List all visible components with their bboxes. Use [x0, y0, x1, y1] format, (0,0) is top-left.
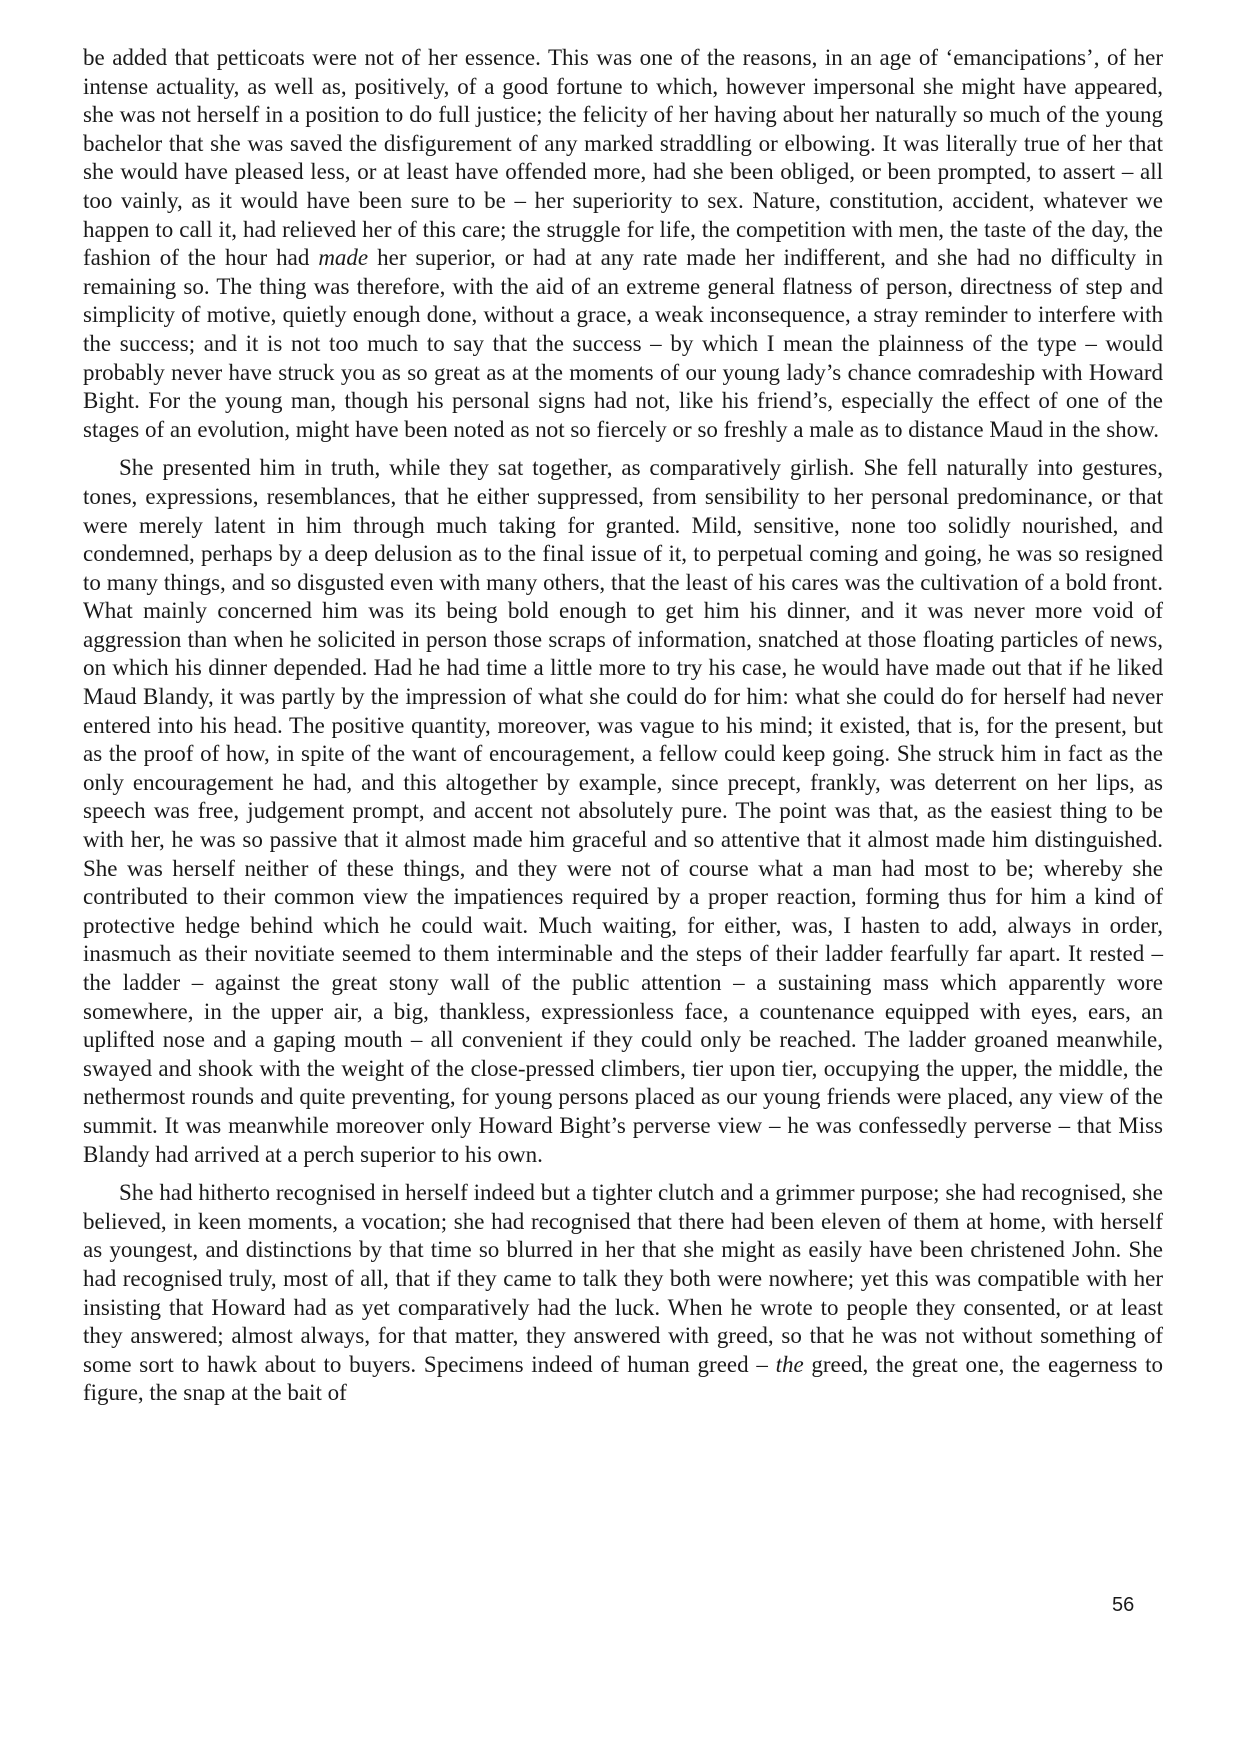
paragraph-1 [83, 44, 1163, 444]
paragraph-2 [83, 454, 1163, 1169]
paragraph-1-text-a: be added that petticoats were not of her essence. This was one of the reasons, in an age of ‘emancipations’, of her intense actuality, as well as, positively, of a good fortune to which, however impersonal she might have appeared, she was not herself in a position to do full justice; the felicity of her having about her naturally so much of the young bachelor that she was saved the disfigurement of any marked straddling or elbowing. It was literally true of her that she would have pleased less, or at least have offended more, had she been obliged, or been prompted, to assert – all too vainly, as it would have been sure to be – her superiority to sex. Nature, constitution, accident, whatever we happen to call it, had relieved her of this care; the struggle for life, the competition with men, the taste of the day, the fashion of the hour had [83, 45, 1163, 271]
paragraph-3-text-b: greed, the great one, the eagerness to figure, the snap at the bait of [83, 1351, 1163, 1406]
paragraph-3-text-a: She had hitherto recognised in herself indeed but a tighter clutch and a grimmer purpose; she had recognised, she believed, in keen moments, a vocation; she had recognised that there had been eleven of them at home, with herself as youngest, and distinctions by that time so blurred in her that she might as easily have been christened John. She had recognised truly, most of all, that if they came to talk they both were nowhere; yet this was compatible with her insisting that Howard had as yet comparatively had the luck. When he wrote to people they consented, or at least they answered; almost always, for that matter, they answered with greed, so that he was not without something of some sort to hawk about to buyers. Specimens indeed of human greed – [83, 1180, 1163, 1377]
paragraph-1-text-b: her superior, or had at any rate made her indifferent, and she had no difficulty in remaining so. The thing was therefore, with the aid of an extreme general flatness of person, directness of step and simplicity of motive, quietly enough done, without a grace, a weak inconsequence, a stray reminder to interfere with the success; and it is not too much to say that the success – by which I mean the plainness of the type – would probably never have struck you as so great as at the moments of our young lady’s chance comradeship with Howard Bight. For the young man, though his personal signs had not, like his friend’s, especially the effect of one of the stages of an evolution, might have been noted as not so fiercely or so freshly a male as to distance Maud in the show. [83, 245, 1163, 442]
paragraph-3-italic-the: the [775, 1351, 804, 1377]
page-body [83, 44, 1163, 1418]
paragraph-2-text: She presented him in truth, while they sat together, as comparatively girlish. She fell naturally into gestures, tones, expressions, resemblances, that he either suppressed, from sensibility to her personal predominance, or that were merely latent in him through much taking for granted. Mild, sensitive, none too solidly nourished, and condemned, perhaps by a deep delusion as to the final issue of it, to perpetual coming and going, he was so resigned to many things, and so disgusted even with many others, that the least of his cares was the cultivation of a bold front. What mainly concerned him was its being bold enough to get him his dinner, and it was never more void of aggression than when he solicited in person those scraps of information, snatched at those floating particles of news, on which his dinner depended. Had he had time a little more to try his case, he would have made out that if he liked Maud Blandy, it was partly by the impression of what she could do for him: what she could do for herself had never entered into his head. The positive quantity, moreover, was vague to his mind; it existed, that is, for the present, but as the proof of how, in spite of the want of encouragement, a fellow could keep going. She struck him in fact as the only encouragement he had, and this altogether by example, since precept, frankly, was deterrent on her lips, as speech was free, judgement prompt, and accent not absolutely pure. The point was that, as the easiest thing to be with her, he was so passive that it almost made him graceful and so attentive that it almost made him distinguished. She was herself neither of these things, and they were not of course what a man had most to be; whereby she contributed to their common view the impatiences required by a proper reaction, forming thus for him a kind of protective hedge behind which he could wait. Much waiting, for either, was, I hasten to add, always in order, inasmuch as their novitiate seemed to them interminable and the steps of their ladder fearfully far apart. It rested – the ladder – against the great stony wall of the public attention – a sustaining mass which apparently wore somewhere, in the upper air, a big, thankless, expressionless face, a countenance equipped with eyes, ears, an uplifted nose and a gaping mouth – all convenient if they could only be reached. The ladder groaned meanwhile, swayed and shook with the weight of the close-pressed climbers, tier upon tier, occupying the upper, the middle, the nethermost rounds and quite preventing, for young persons placed as our young friends were placed, any view of the summit. It was meanwhile moreover only Howard Bight’s perverse view – he was confessedly perverse – that Miss Blandy had arrived at a perch superior to his own. [83, 455, 1163, 1167]
paragraph-3 [83, 1179, 1163, 1408]
paragraph-1-italic-made: made [318, 245, 369, 271]
page-number: 56 [1112, 1594, 1135, 1616]
